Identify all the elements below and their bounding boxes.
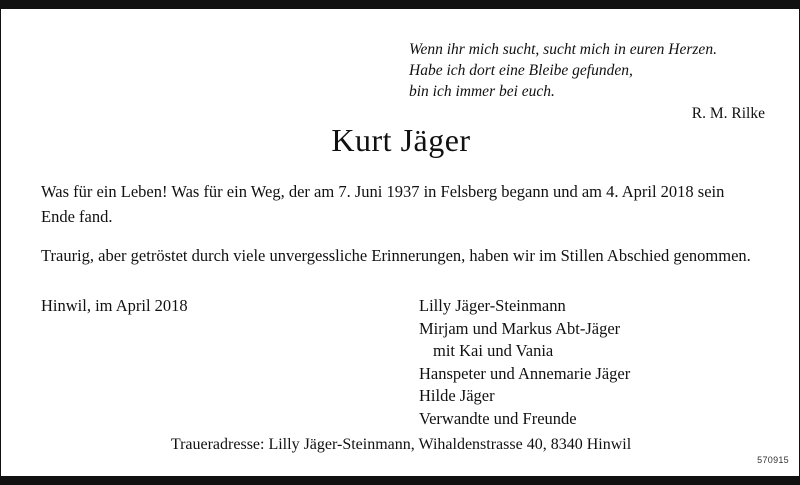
body-paragraph-1: Was für ein Leben! Was für ein Weg, der am 7. Juni 1937 in Felsberg begann und am 4. April 2018 sein Ende fand. xyxy=(41,182,725,226)
quote-line-3: bin ich immer bei euch. xyxy=(409,83,555,100)
reference-number: 570915 xyxy=(757,455,789,465)
family-line: Lilly Jäger-Steinmann xyxy=(419,296,566,315)
quote-author: R. M. Rilke xyxy=(691,105,765,122)
deceased-name: Kurt Jäger xyxy=(331,122,471,158)
place-and-date: Hinwil, im April 2018 xyxy=(41,296,188,315)
family-line: mit Kai und Vania xyxy=(433,341,554,360)
lower-section xyxy=(41,295,761,430)
body-text xyxy=(41,179,751,268)
family-line: Hanspeter und Annemarie Jäger xyxy=(419,363,631,383)
body-paragraph-2: Traurig, aber getröstet durch viele unvergessliche Erinnerungen, haben wir im Stillen Abschied genommen. xyxy=(41,246,751,265)
mourning-address: Traueradresse: Lilly Jäger-Steinmann, Wihaldenstrasse 40, 8340 Hinwil xyxy=(170,436,632,453)
quote-block xyxy=(409,39,769,124)
quote-line-2: Habe ich dort eine Bleibe gefunden, xyxy=(409,62,633,79)
family-list xyxy=(419,295,761,430)
quote-line-1: Wenn ihr mich sucht, sucht mich in euren Herzen. xyxy=(409,41,717,58)
family-line: Verwandte und Freunde xyxy=(419,408,577,428)
family-line: Mirjam und Markus Abt-Jäger xyxy=(419,318,621,338)
family-line: Hilde Jäger xyxy=(419,386,495,405)
